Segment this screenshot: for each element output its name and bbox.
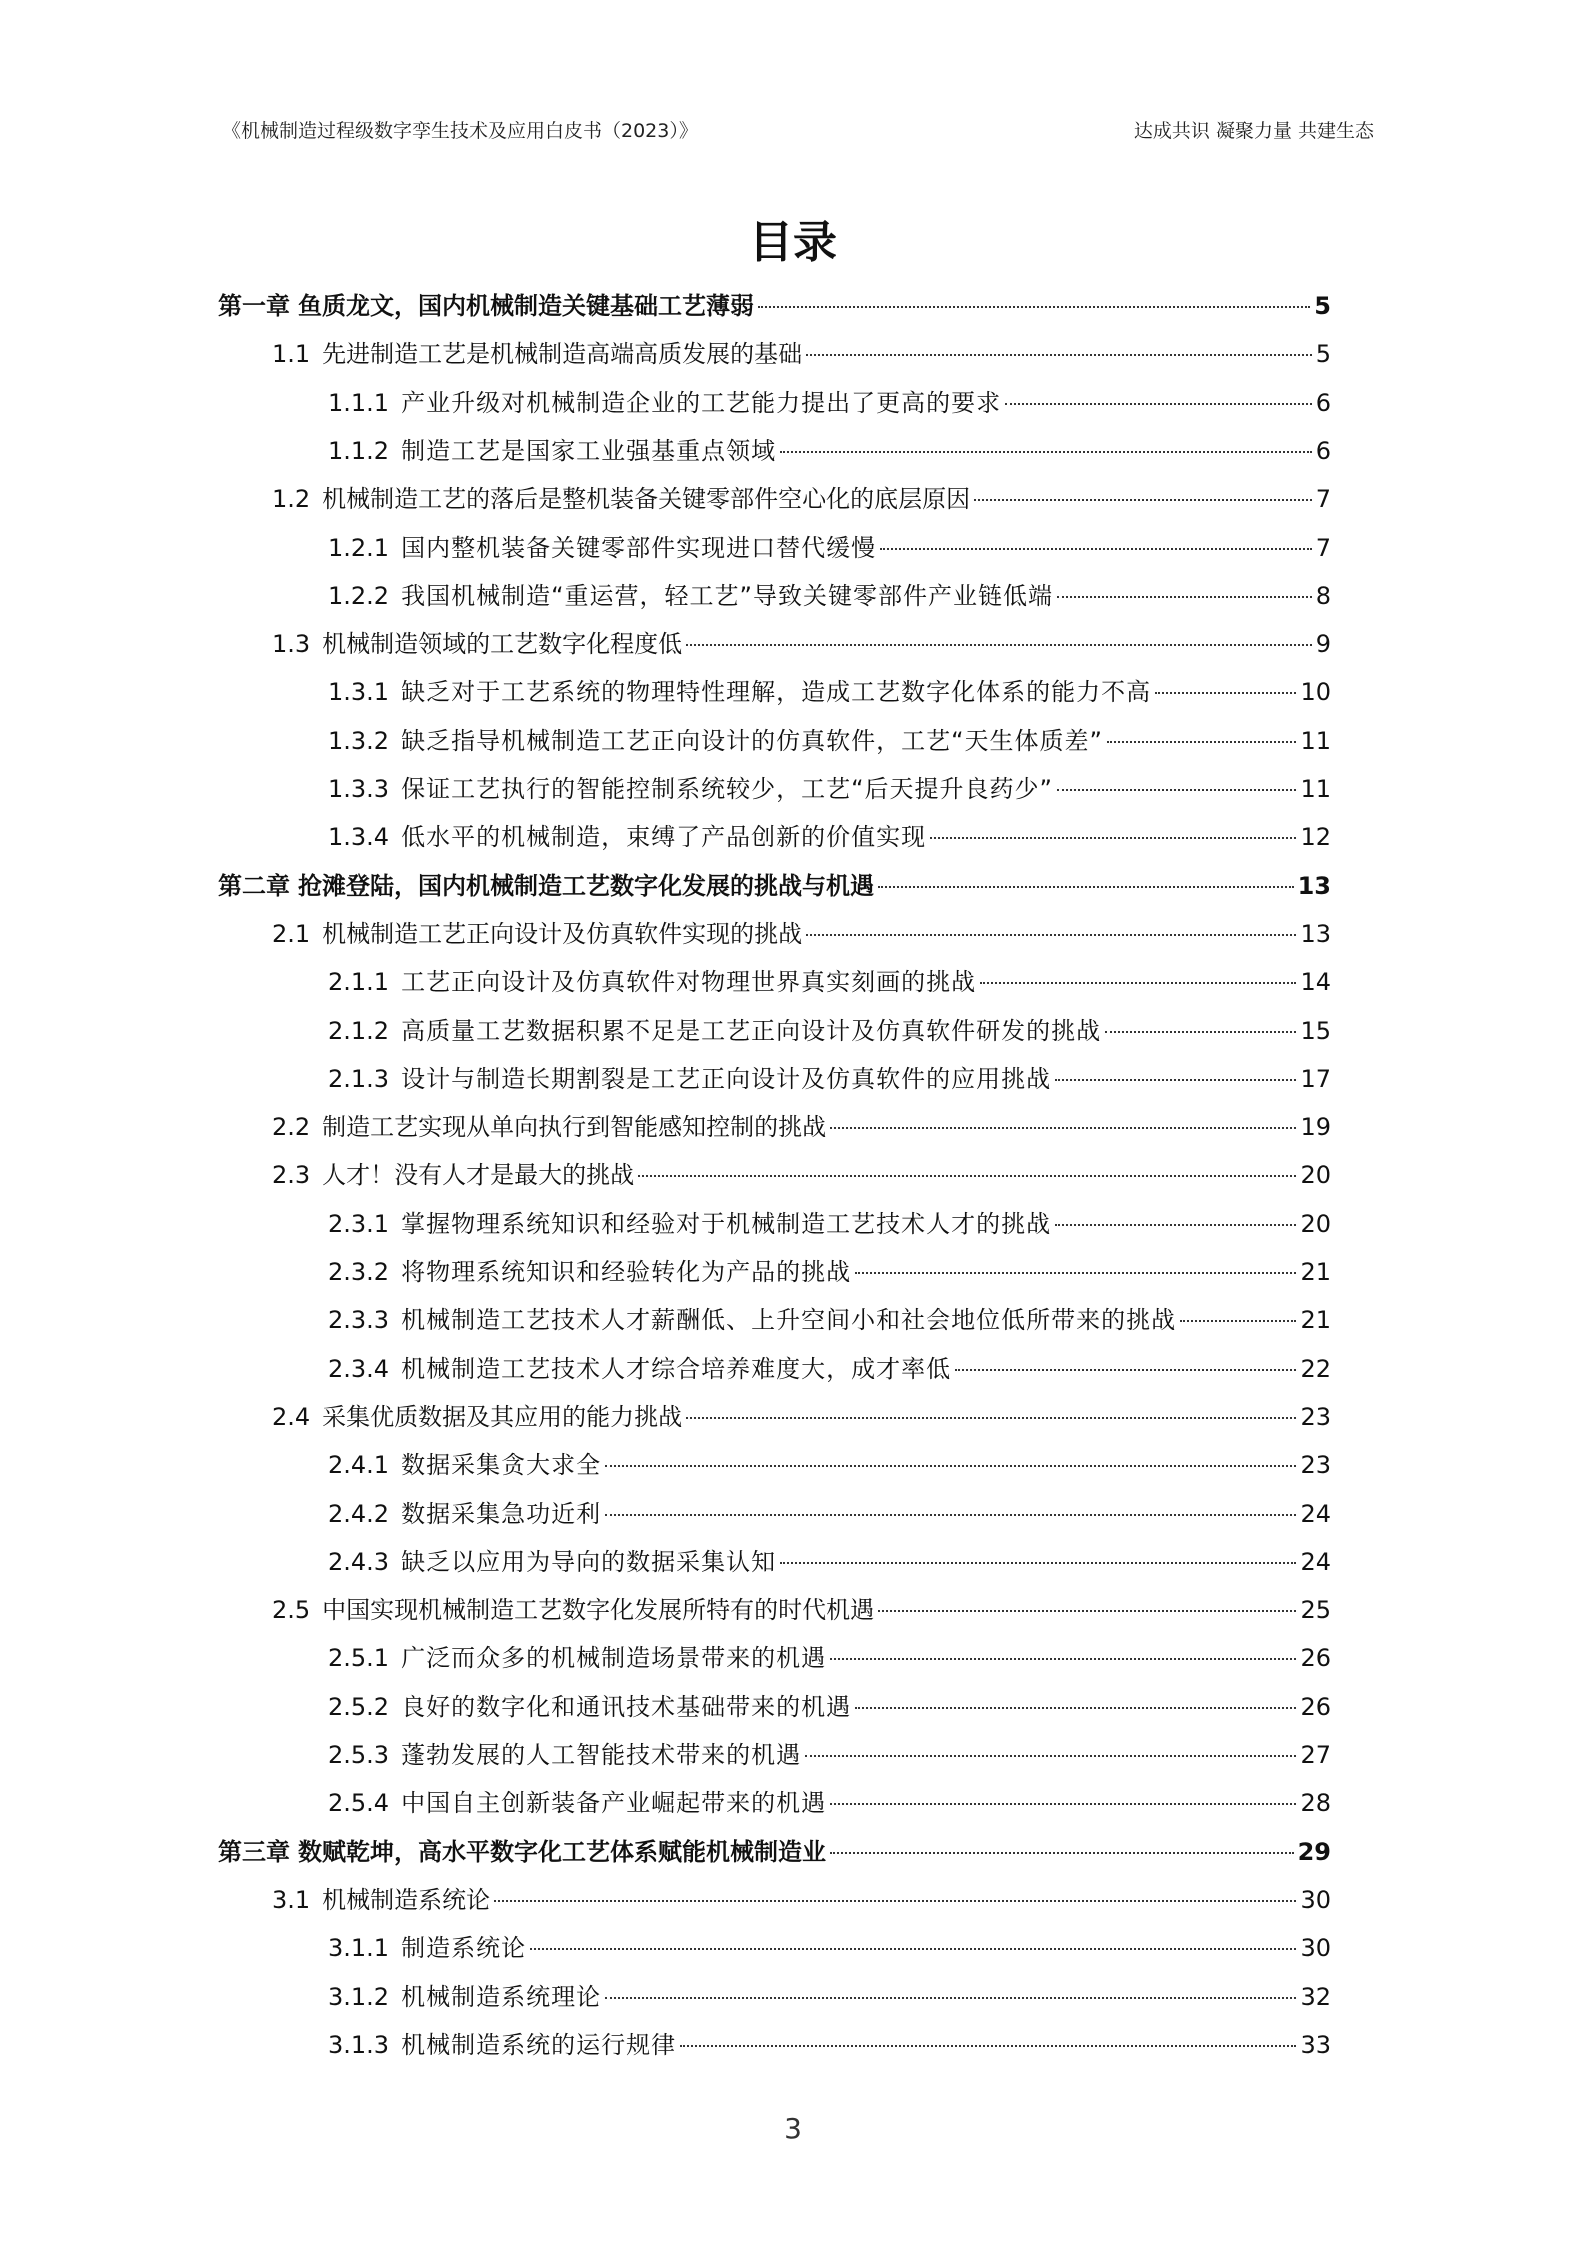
toc-entry-page: 9 [1315, 630, 1331, 659]
toc-entry-number: 3.1.2 [328, 1982, 390, 2011]
toc-dot-leader [930, 837, 1296, 839]
toc-entry[interactable] [328, 1011, 1331, 1059]
toc-entry-title: 机械制造工艺技术人才综合培养难度大，成才率低 [401, 1354, 952, 1383]
toc-entry-title: 机械制造系统理论 [401, 1982, 602, 2011]
toc-entry-title: 低水平的机械制造，束缚了产品创新的价值实现 [401, 823, 927, 852]
toc-entry[interactable] [328, 1687, 1331, 1735]
toc-entry-title: 制造工艺是国家工业强基重点领域 [401, 436, 777, 465]
toc-entry[interactable] [328, 576, 1331, 624]
toc-entry-title: 缺乏指导机械制造工艺正向设计的仿真软件，工艺“天生体质差” [401, 726, 1103, 755]
toc-entry[interactable] [272, 1155, 1331, 1203]
toc-entry-page: 13 [1297, 871, 1331, 900]
toc-dot-leader [830, 1658, 1296, 1660]
toc-dot-leader [686, 1417, 1296, 1419]
toc-entry-title: 数据采集急功近利 [401, 1499, 602, 1528]
toc-entry-title: 机械制造工艺技术人才薪酬低、上升空间小和社会地位低所带来的挑战 [401, 1306, 1177, 1335]
toc-entry-page: 27 [1300, 1741, 1331, 1769]
toc-entry-page: 20 [1300, 1209, 1331, 1238]
toc-entry[interactable] [328, 2025, 1331, 2073]
toc-entry[interactable] [328, 1638, 1331, 1686]
toc-entry[interactable] [328, 1735, 1331, 1783]
toc-entry-title: 机械制造系统的运行规律 [401, 2030, 677, 2059]
toc-entry-number: 1.2.2 [328, 581, 390, 610]
toc-entry-title: 产业升级对机械制造企业的工艺能力提出了更高的要求 [401, 388, 1002, 417]
toc-entry[interactable] [328, 1252, 1331, 1300]
toc-entry-page: 26 [1300, 1644, 1331, 1673]
toc-entry-title: 缺乏以应用为导向的数据采集认知 [401, 1547, 777, 1576]
toc-entry-title: 我国机械制造“重运营，轻工艺”导致关键零部件产业链低端 [401, 581, 1053, 610]
toc-entry-number: 2.4 [272, 1402, 311, 1431]
toc-entry-number: 第二章 [218, 871, 290, 900]
toc-entry-title: 设计与制造长期割裂是工艺正向设计及仿真软件的应用挑战 [401, 1064, 1052, 1093]
toc-dot-leader [878, 1610, 1296, 1612]
toc-dot-leader [955, 1369, 1296, 1371]
toc-dot-leader [830, 1127, 1296, 1129]
toc-entry[interactable] [328, 721, 1331, 769]
toc-dot-leader [686, 644, 1312, 646]
toc-entry[interactable] [328, 1349, 1331, 1397]
toc-dot-leader [1105, 1031, 1296, 1033]
toc-entry-page: 24 [1300, 1547, 1331, 1576]
toc-entry-number: 1.1.2 [328, 436, 390, 465]
toc-dot-leader [1107, 741, 1297, 743]
toc-dot-leader [878, 886, 1294, 888]
toc-dot-leader [830, 1803, 1296, 1805]
toc-entry[interactable] [328, 962, 1331, 1010]
toc-entry-page: 28 [1300, 1789, 1331, 1818]
toc-entry-page: 5 [1314, 292, 1331, 320]
toc-entry-number: 2.5 [272, 1596, 311, 1625]
toc-entry-number: 1.2.1 [328, 533, 390, 562]
toc-entry-number: 2.5.3 [328, 1741, 390, 1769]
toc-entry-number: 2.5.1 [328, 1644, 390, 1673]
toc-entry-page: 15 [1300, 1016, 1331, 1045]
toc-entry[interactable] [328, 383, 1331, 431]
toc-entry-title: 采集优质数据及其应用的能力挑战 [322, 1402, 683, 1431]
toc-entry-page: 30 [1300, 1885, 1331, 1914]
toc-entry[interactable] [328, 672, 1331, 720]
toc-entry-page: 30 [1300, 1934, 1331, 1963]
toc-entry-title: 保证工艺执行的智能控制系统较少，工艺“后天提升良药少” [401, 775, 1053, 803]
toc-entry-page: 6 [1315, 436, 1331, 465]
toc-entry-page: 10 [1300, 678, 1331, 707]
document-header-slogan: 达成共识 凝聚力量 共建生态 [1133, 120, 1374, 142]
toc-entry-number: 2.3.2 [328, 1258, 390, 1286]
toc-dot-leader [780, 1562, 1296, 1564]
toc-dot-leader [855, 1272, 1296, 1274]
toc-entry-number: 2.1.1 [328, 968, 390, 997]
toc-dot-leader [1057, 789, 1297, 791]
toc-entry-title: 中国实现机械制造工艺数字化发展所特有的时代机遇 [322, 1596, 875, 1625]
toc-entry[interactable] [328, 1445, 1331, 1493]
toc-dot-leader [605, 1514, 1296, 1516]
toc-entry[interactable] [328, 528, 1331, 576]
toc-entry-number: 1.3.3 [328, 775, 390, 803]
toc-entry-number: 2.4.3 [328, 1547, 390, 1576]
toc-entry-page: 29 [1297, 1837, 1331, 1866]
toc-entry-page: 13 [1300, 919, 1331, 948]
toc-entry[interactable] [218, 866, 1331, 914]
toc-entry[interactable] [272, 1397, 1331, 1445]
toc-dot-leader [1155, 692, 1296, 694]
toc-dot-leader [530, 1948, 1296, 1950]
toc-entry-page: 26 [1300, 1692, 1331, 1721]
toc-entry-title: 数赋乾坤，高水平数字化工艺体系赋能机械制造业 [298, 1837, 826, 1866]
document-header-title: 《机械制造过程级数字孪生技术及应用白皮书（2023）》 [222, 120, 698, 142]
toc-entry-number: 1.1.1 [328, 388, 390, 417]
toc-dot-leader [805, 1755, 1296, 1757]
toc-entry-number: 2.3.1 [328, 1209, 390, 1238]
toc-entry-number: 1.3 [272, 630, 311, 659]
toc-entry-title: 广泛而众多的机械制造场景带来的机遇 [401, 1644, 827, 1673]
toc-entry-page: 21 [1300, 1258, 1331, 1286]
toc-entry[interactable] [272, 334, 1331, 382]
toc-entry-number: 2.3.3 [328, 1306, 390, 1335]
toc-dot-leader [605, 1997, 1296, 1999]
toc-entry-page: 25 [1300, 1596, 1331, 1625]
toc-entry[interactable] [328, 1204, 1331, 1252]
toc-entry-number: 3.1.3 [328, 2030, 390, 2059]
toc-entry-title: 掌握物理系统知识和经验对于机械制造工艺技术人才的挑战 [401, 1209, 1052, 1238]
toc-entry-page: 33 [1300, 2030, 1331, 2059]
toc-dot-leader [806, 934, 1296, 936]
toc-entry-title: 鱼质龙文，国内机械制造关键基础工艺薄弱 [298, 292, 754, 320]
toc-dot-leader [758, 306, 1310, 308]
toc-dot-leader [974, 499, 1312, 501]
toc-entry-number: 第一章 [218, 292, 290, 320]
toc-entry[interactable] [328, 1494, 1331, 1542]
toc-entry-number: 1.2 [272, 485, 311, 514]
toc-entry-page: 24 [1300, 1499, 1331, 1528]
toc-entry-title: 抢滩登陆，国内机械制造工艺数字化发展的挑战与机遇 [298, 871, 874, 900]
toc-dot-leader [980, 982, 1296, 984]
toc-entry-page: 11 [1300, 726, 1331, 755]
toc-dot-leader [855, 1707, 1296, 1709]
toc-entry-number: 2.3 [272, 1161, 311, 1190]
toc-entry-number: 1.3.2 [328, 726, 390, 755]
toc-dot-leader [1055, 1079, 1296, 1081]
toc-entry-number: 第三章 [218, 1837, 290, 1866]
toc-entry-page: 23 [1300, 1402, 1331, 1431]
toc-entry-title: 缺乏对于工艺系统的物理特性理解，造成工艺数字化体系的能力不高 [401, 678, 1152, 707]
toc-dot-leader [1180, 1320, 1296, 1322]
toc-dot-leader [1057, 596, 1312, 598]
toc-dot-leader [806, 354, 1312, 356]
toc-entry-title: 蓬勃发展的人工智能技术带来的机遇 [401, 1741, 802, 1769]
toc-entry-number: 2.5.4 [328, 1789, 390, 1818]
toc-entry-page: 32 [1300, 1982, 1331, 2011]
toc-entry-number: 2.2 [272, 1113, 311, 1142]
toc-dot-leader [680, 2045, 1296, 2047]
toc-entry-number: 1.3.1 [328, 678, 390, 707]
page-title: 目录 [749, 217, 837, 268]
toc-entry-title: 数据采集贪大求全 [401, 1451, 602, 1480]
toc-entry-title: 制造工艺实现从单向执行到智能感知控制的挑战 [322, 1113, 827, 1142]
toc-entry[interactable] [272, 624, 1331, 672]
toc-entry-number: 2.1.2 [328, 1016, 390, 1045]
toc-entry[interactable] [328, 1542, 1331, 1590]
toc-entry[interactable] [328, 1783, 1331, 1831]
toc-entry-number: 2.3.4 [328, 1354, 390, 1383]
toc-dot-leader [1005, 403, 1312, 405]
toc-entry-title: 先进制造工艺是机械制造高端高质发展的基础 [322, 340, 803, 369]
toc-entry-title: 机械制造系统论 [322, 1885, 491, 1914]
toc-entry-title: 将物理系统知识和经验转化为产品的挑战 [401, 1258, 852, 1286]
toc-entry-number: 1.3.4 [328, 823, 390, 852]
toc-entry-page: 8 [1315, 581, 1331, 610]
toc-entry-page: 19 [1300, 1113, 1331, 1142]
toc-entry[interactable] [328, 769, 1331, 817]
page-number: 3 [784, 2112, 802, 2145]
toc-entry-title: 制造系统论 [401, 1934, 527, 1963]
toc-entry[interactable] [328, 817, 1331, 865]
toc-entry-page: 6 [1315, 388, 1331, 417]
toc-entry-number: 2.4.2 [328, 1499, 390, 1528]
toc-entry[interactable] [272, 1107, 1331, 1155]
toc-entry-number: 1.1 [272, 340, 311, 369]
toc-entry-page: 20 [1300, 1161, 1331, 1190]
toc-entry[interactable] [328, 1059, 1331, 1107]
toc-entry-title: 中国自主创新装备产业崛起带来的机遇 [401, 1789, 827, 1818]
toc-entry-title: 工艺正向设计及仿真软件对物理世界真实刻画的挑战 [401, 968, 977, 997]
toc-entry-title: 机械制造领域的工艺数字化程度低 [322, 630, 683, 659]
toc-entry[interactable] [218, 1832, 1331, 1880]
toc-entry-title: 国内整机装备关键零部件实现进口替代缓慢 [401, 533, 877, 562]
toc-entry-number: 2.4.1 [328, 1451, 390, 1480]
toc-entry-page: 7 [1315, 485, 1331, 514]
toc-entry[interactable] [272, 479, 1331, 527]
toc-entry-title: 机械制造工艺正向设计及仿真软件实现的挑战 [322, 919, 803, 948]
toc-entry-title: 良好的数字化和通讯技术基础带来的机遇 [401, 1692, 852, 1721]
toc-dot-leader [638, 1175, 1296, 1177]
toc-entry-number: 2.5.2 [328, 1692, 390, 1721]
toc-entry[interactable] [328, 1300, 1331, 1348]
toc-entry-number: 3.1 [272, 1885, 311, 1914]
toc-dot-leader [880, 548, 1312, 550]
toc-entry-title: 高质量工艺数据积累不足是工艺正向设计及仿真软件研发的挑战 [401, 1016, 1102, 1045]
toc-entry-title: 人才！没有人才是最大的挑战 [322, 1161, 635, 1190]
toc-entry[interactable] [272, 1590, 1331, 1638]
toc-entry-page: 5 [1315, 340, 1331, 369]
toc-entry-number: 2.1 [272, 919, 311, 948]
toc-entry[interactable] [218, 286, 1331, 334]
toc-dot-leader [494, 1900, 1296, 1902]
toc-entry-page: 14 [1300, 968, 1331, 997]
toc-entry-number: 3.1.1 [328, 1934, 390, 1963]
toc-entry-page: 21 [1300, 1306, 1331, 1335]
toc-entry-page: 11 [1300, 775, 1331, 803]
toc-entry-page: 17 [1300, 1064, 1331, 1093]
toc-dot-leader [605, 1465, 1296, 1467]
toc-entry-page: 12 [1300, 823, 1331, 852]
toc-entry[interactable] [272, 1880, 1331, 1928]
toc-entry-title: 机械制造工艺的落后是整机装备关键零部件空心化的底层原因 [322, 485, 971, 514]
toc-entry[interactable] [328, 1928, 1331, 1976]
toc-entry-page: 7 [1315, 533, 1331, 562]
toc-dot-leader [780, 451, 1312, 453]
toc-entry-page: 22 [1300, 1354, 1331, 1383]
toc-entry[interactable] [328, 431, 1331, 479]
toc-entry-page: 23 [1300, 1451, 1331, 1480]
toc-dot-leader [830, 1852, 1294, 1854]
toc-entry[interactable] [272, 914, 1331, 962]
toc-entry-number: 2.1.3 [328, 1064, 390, 1093]
toc-dot-leader [1055, 1224, 1296, 1226]
toc-entry[interactable] [328, 1977, 1331, 2025]
